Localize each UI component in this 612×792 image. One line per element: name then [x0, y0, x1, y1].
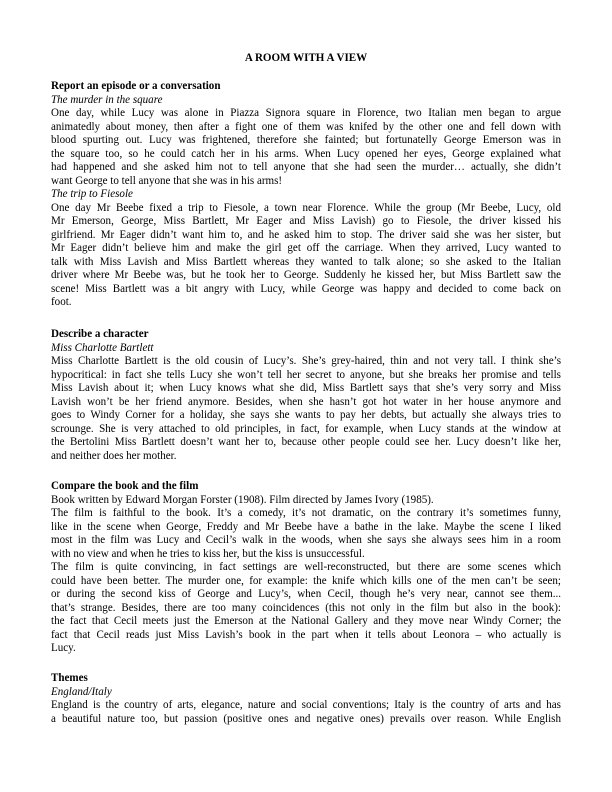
text-line: Book written by Edward Morgan Forster (1908). Film directed by James Ivory (1985). — [51, 493, 434, 506]
text-line: scrounge. She is very attached to old principles, in fact, for example, when Lucy stands at the window at — [51, 422, 561, 435]
text-line: The film is faithful to the book. It’s a comedy, it’s not dramatic, on the contrary it’s sometimes funny, — [51, 507, 561, 519]
text-line: like in the scene when George, Freddy and Mr Beebe have a bathe in the lake. Maybe the scene I liked — [51, 520, 561, 533]
document-title: A ROOM WITH A VIEW — [244, 52, 368, 64]
text-line: Mr Eager didn’t believe him and make the girl get off the carriage. When they arrived, Lucy wanted to — [51, 242, 561, 254]
text-line: Lavish won’t be her friend anymore. Besides, when she hasn’t got hot water in her house anymore and — [51, 395, 561, 408]
text-line: and neither does her mother. — [51, 449, 177, 462]
text-line: the fact that Cecil meets just the Emerson at the National Gallery and they move near Windy Corner; the — [51, 615, 561, 627]
section-report-episode — [51, 80, 561, 310]
text-line: a beautiful nature too, but passion (positive ones and negative ones) prevails over reason. While English — [51, 712, 561, 725]
text-line: Mr Emerson, George, Miss Bartlett, Mr Eager and Miss Lavish) go to Fiesole, the driver kissed his — [51, 215, 561, 227]
section-heading: Themes — [51, 672, 88, 684]
text-line: or during the second kiss of George and Lucy’s, when Cecil, though he’s very near, cannot see them... — [51, 588, 561, 600]
text-line: blood spurting out. Lucy was frightened, therefore she fainted; but fortunatelly George Emerson was in — [51, 134, 561, 146]
text-line: talk with Miss Lavish and Miss Bartlett whereas they wanted to talk alone; so she asked to the Italian — [51, 255, 561, 268]
text-line: foot. — [51, 296, 72, 308]
text-line: One day Mr Beebe fixed a trip to Fiesole, a town near Florence. While the group (Mr Beebe, Lucy, old — [51, 201, 561, 214]
text-line: that’s strange. Besides, there are too many coincidences (this not only in the film but also in the book): — [51, 601, 561, 614]
paragraph-murder — [51, 107, 561, 188]
section-heading: Compare the book and the film — [51, 480, 199, 492]
text-line: girlfriend. Mr Eager didn’t want him to, and he asked him to stop. The driver said she was her sister, but — [51, 228, 561, 241]
subheading-charlotte: Miss Charlotte Bartlett — [51, 341, 154, 354]
subheading-fiesole: The trip to Fiesole — [51, 188, 133, 200]
section-describe-character — [51, 328, 561, 463]
paragraph-england-italy — [51, 699, 561, 726]
text-line: fact that Cecil reads just Miss Lavish’s book in the part when it tells about Leonora – who actually is — [51, 628, 561, 641]
subheading-murder: The murder in the square — [51, 93, 163, 106]
text-line: driver where Mr Beebe was, but he took her to George. Suddenly he kissed her, but Miss Bartlett saw the — [51, 269, 561, 281]
text-line: the square too, so he could catch her in his arms. When Lucy opened her eyes, George explained what — [51, 147, 561, 160]
text-line: scene! Miss Bartlett was a bit angry with Lucy, while George was happy and decided to come back on — [51, 282, 561, 295]
text-line: want George to tell anyone that she was in his arms! — [51, 174, 283, 187]
text-line: animatedly about money, then after a fight one of them was knifed by the other one and fell down with — [51, 120, 561, 133]
section-heading: Describe a character — [51, 328, 149, 340]
paragraph-charlotte — [51, 355, 561, 463]
paragraph-compare — [51, 494, 561, 656]
text-line: with no view and when he tries to kiss her, but the kiss is unsuccessful. — [51, 547, 365, 560]
text-line: goes to Windy Corner for a holiday, she says she wants to pay her debts, but actually she always tries to — [51, 409, 561, 421]
text-line: The film is quite convincing, in fact settings are well-reconstructed, but there are some scenes which — [51, 561, 561, 573]
text-line: Lucy. — [51, 642, 76, 654]
section-heading: Report an episode or a conversation — [51, 80, 221, 92]
text-line: England is the country of arts, elegance, nature and social conventions; Italy is the country of arts and has — [51, 699, 561, 711]
section-themes — [51, 672, 561, 726]
text-line: the Bertolini Miss Bartlett doesn’t want her to, because other people could see her. Lucy doesn’t like her, — [51, 436, 561, 448]
text-line: hypocritical: in fact she tells Lucy she won’t tell her secret to anyone, but she breaks her promise and tells — [51, 368, 561, 381]
section-compare-book-film — [51, 480, 561, 656]
text-line: could have been better. The murder one, for example: the knife which kills one of the men can’t be seen; — [51, 574, 561, 587]
paragraph-fiesole — [51, 202, 561, 310]
text-line: most in the film was Lucy and Cecil’s walk in the woods, when she says she always sees him in a room — [51, 534, 561, 546]
text-line: had happened and she asked him not to tell anyone that she had seen the murder… actually, she didn’t — [51, 161, 561, 173]
text-line: Miss Charlotte Bartlett is the old cousin of Lucy’s. She’s grey-haired, thin and not very tall. I think she’s — [51, 355, 561, 367]
text-line: One day, while Lucy was alone in Piazza Signora square in Florence, two Italian men began to argue — [51, 107, 561, 119]
text-line: Miss Lavish about it; when Lucy knows what she did, Miss Bartlett says that she’s very sorry and Miss — [51, 382, 561, 394]
subheading-england-italy: England/Italy — [51, 685, 112, 698]
